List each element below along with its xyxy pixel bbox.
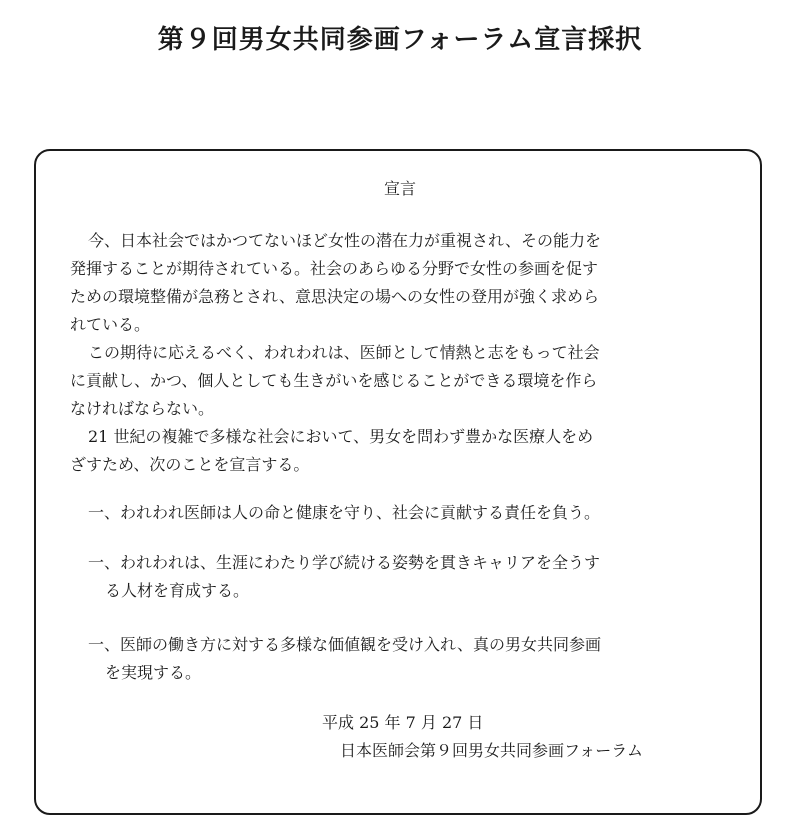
preamble-line: 発揮することが期待されている。社会のあらゆる分野で女性の参画を促す xyxy=(70,259,599,278)
preamble-line: 21 世紀の複雑で多様な社会において、男女を問わず豊かな医療人をめ xyxy=(88,427,594,446)
resolution-line: る人材を育成する。 xyxy=(105,581,250,600)
resolution-line: 一、われわれ医師は人の命と健康を守り、社会に貢献する責任を負う。 xyxy=(88,503,601,522)
preamble-line: 今、日本社会ではかつてないほど女性の潜在力が重視され、その能力を xyxy=(88,231,601,250)
preamble-line: この期待に応えるべく、われわれは、医師として情熱と志をもって社会 xyxy=(88,343,600,362)
resolution-line: 一、医師の働き方に対する多様な価値観を受け入れ、真の男女共同参画 xyxy=(88,635,601,654)
declaration-heading: 宣言 xyxy=(383,179,416,198)
preamble-line: ざすため、次のことを宣言する。 xyxy=(70,455,310,474)
resolution-line: 一、われわれは、生涯にわたり学び続ける姿勢を貫きキャリアを全うす xyxy=(88,553,601,572)
preamble-line: ための環境整備が急務とされ、意思決定の場への女性の登用が強く求めら xyxy=(70,287,599,306)
preamble-line: れている。 xyxy=(70,315,151,334)
declaration-date: 平成 25 年 7 月 27 日 xyxy=(322,713,484,732)
resolution-line: を実現する。 xyxy=(105,663,202,682)
preamble-line: に貢献し、かつ、個人としても生きがいを感じることができる環境を作ら xyxy=(70,371,598,390)
page-title: 第９回男女共同参画フォーラム宣言採択 xyxy=(157,25,643,55)
declaration-signatory: 日本医師会第９回男女共同参画フォーラム xyxy=(340,741,644,760)
preamble-line: なければならない。 xyxy=(70,399,215,418)
